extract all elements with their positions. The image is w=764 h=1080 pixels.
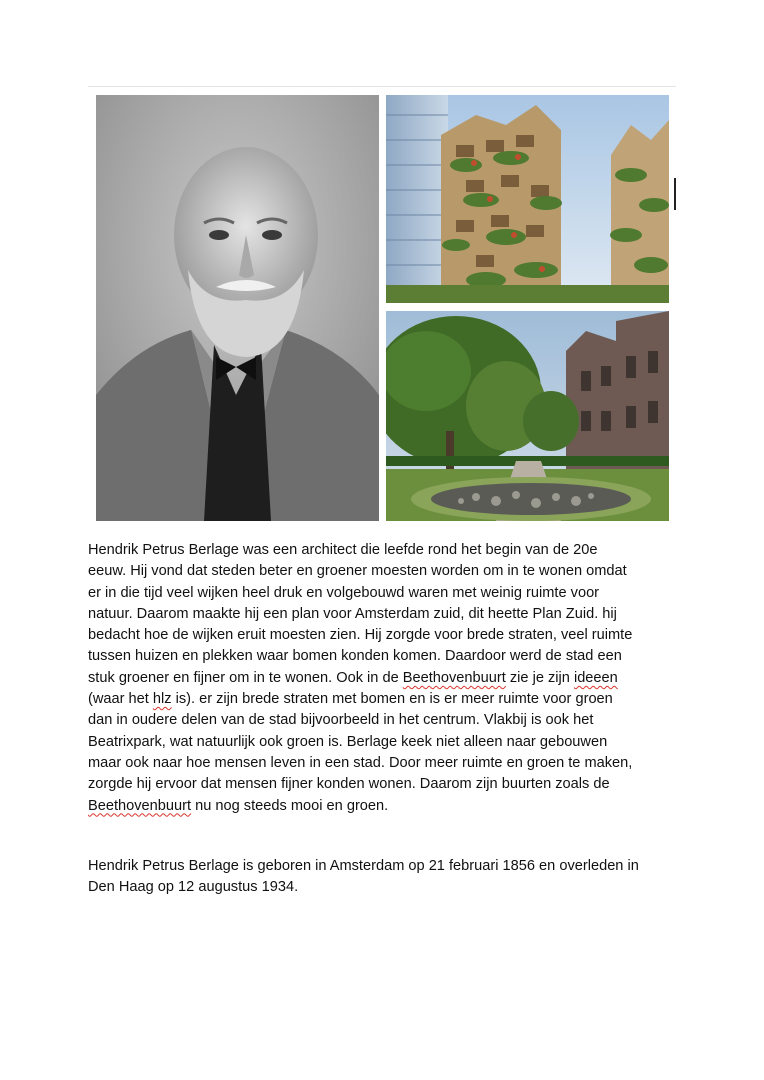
misspelled-word[interactable]: hlz [152, 691, 172, 708]
garden-photo-icon [386, 311, 669, 521]
text-line: Beatrixpark, wat natuurlijk ook groen is. Berlage keek niet alleen naar gebouwen [88, 733, 608, 750]
text-cursor [674, 178, 676, 210]
text-line: zorgde hij ervoor dat mensen fijner konden wonen. Daarom zijn buurten zoals de [88, 776, 610, 793]
text-line: Hendrik Petrus Berlage is geboren in Amsterdam op 21 februari 1856 en overleden in [88, 858, 639, 874]
berlage-portrait-photo[interactable] [96, 95, 379, 521]
text-line [88, 689, 688, 710]
text-line: natuur. Daarom maakte hij een plan voor Amsterdam zuid, dit heette Plan Zuid. hij [88, 605, 617, 622]
garden-photo[interactable] [386, 311, 669, 521]
misspelled-word[interactable]: Beethovenbuurt [402, 669, 506, 686]
misspelled-word[interactable]: ideeen [573, 669, 618, 686]
text-line: er in die tijd veel wijken heel druk en volgebouwd waren met weinig ruimte voor [88, 584, 600, 601]
text-line: Hendrik Petrus Berlage was een architect die leefde rond het begin van de 20e [88, 542, 598, 558]
text-segment: nu nog steeds mooi en groen. [191, 797, 389, 814]
page-divider [88, 86, 676, 87]
green-tower-photo-icon [386, 95, 669, 303]
text-segment: is). er zijn brede straten met bomen en is er meer ruimte voor groen [171, 691, 613, 708]
portrait-photo-icon [96, 95, 379, 521]
text-line: Den Haag op 12 augustus 1934. [88, 879, 299, 896]
green-tower-photo[interactable] [386, 95, 669, 303]
text-line [88, 796, 688, 817]
text-line: tussen huizen en plekken waar bomen konden komen. Daardoor werd de stad een [88, 648, 622, 665]
misspelled-word[interactable]: Beethovenbuurt [88, 797, 192, 814]
berlage-paragraph [88, 540, 688, 817]
text-segment: (waar het [88, 691, 153, 708]
text-line: bedacht hoe de wijken eruit moesten zien. Hij zorgde voor brede straten, veel ruimte [88, 627, 633, 644]
birth-death-paragraph [88, 856, 688, 899]
text-line [88, 668, 688, 689]
text-segment: stuk groener en fijner om in te wonen. Ook in de [88, 669, 403, 686]
text-segment: zie je zijn [505, 669, 574, 686]
text-line: eeuw. Hij vond dat steden beter en groener moesten worden om in te wonen omdat [88, 563, 627, 580]
text-line: dan in oudere delen van de stad bijvoorbeeld in het centrum. Vlakbij is ook het [88, 712, 594, 729]
text-line: maar ook naar hoe mensen leven in een stad. Door meer ruimte en groen te maken, [88, 754, 633, 771]
